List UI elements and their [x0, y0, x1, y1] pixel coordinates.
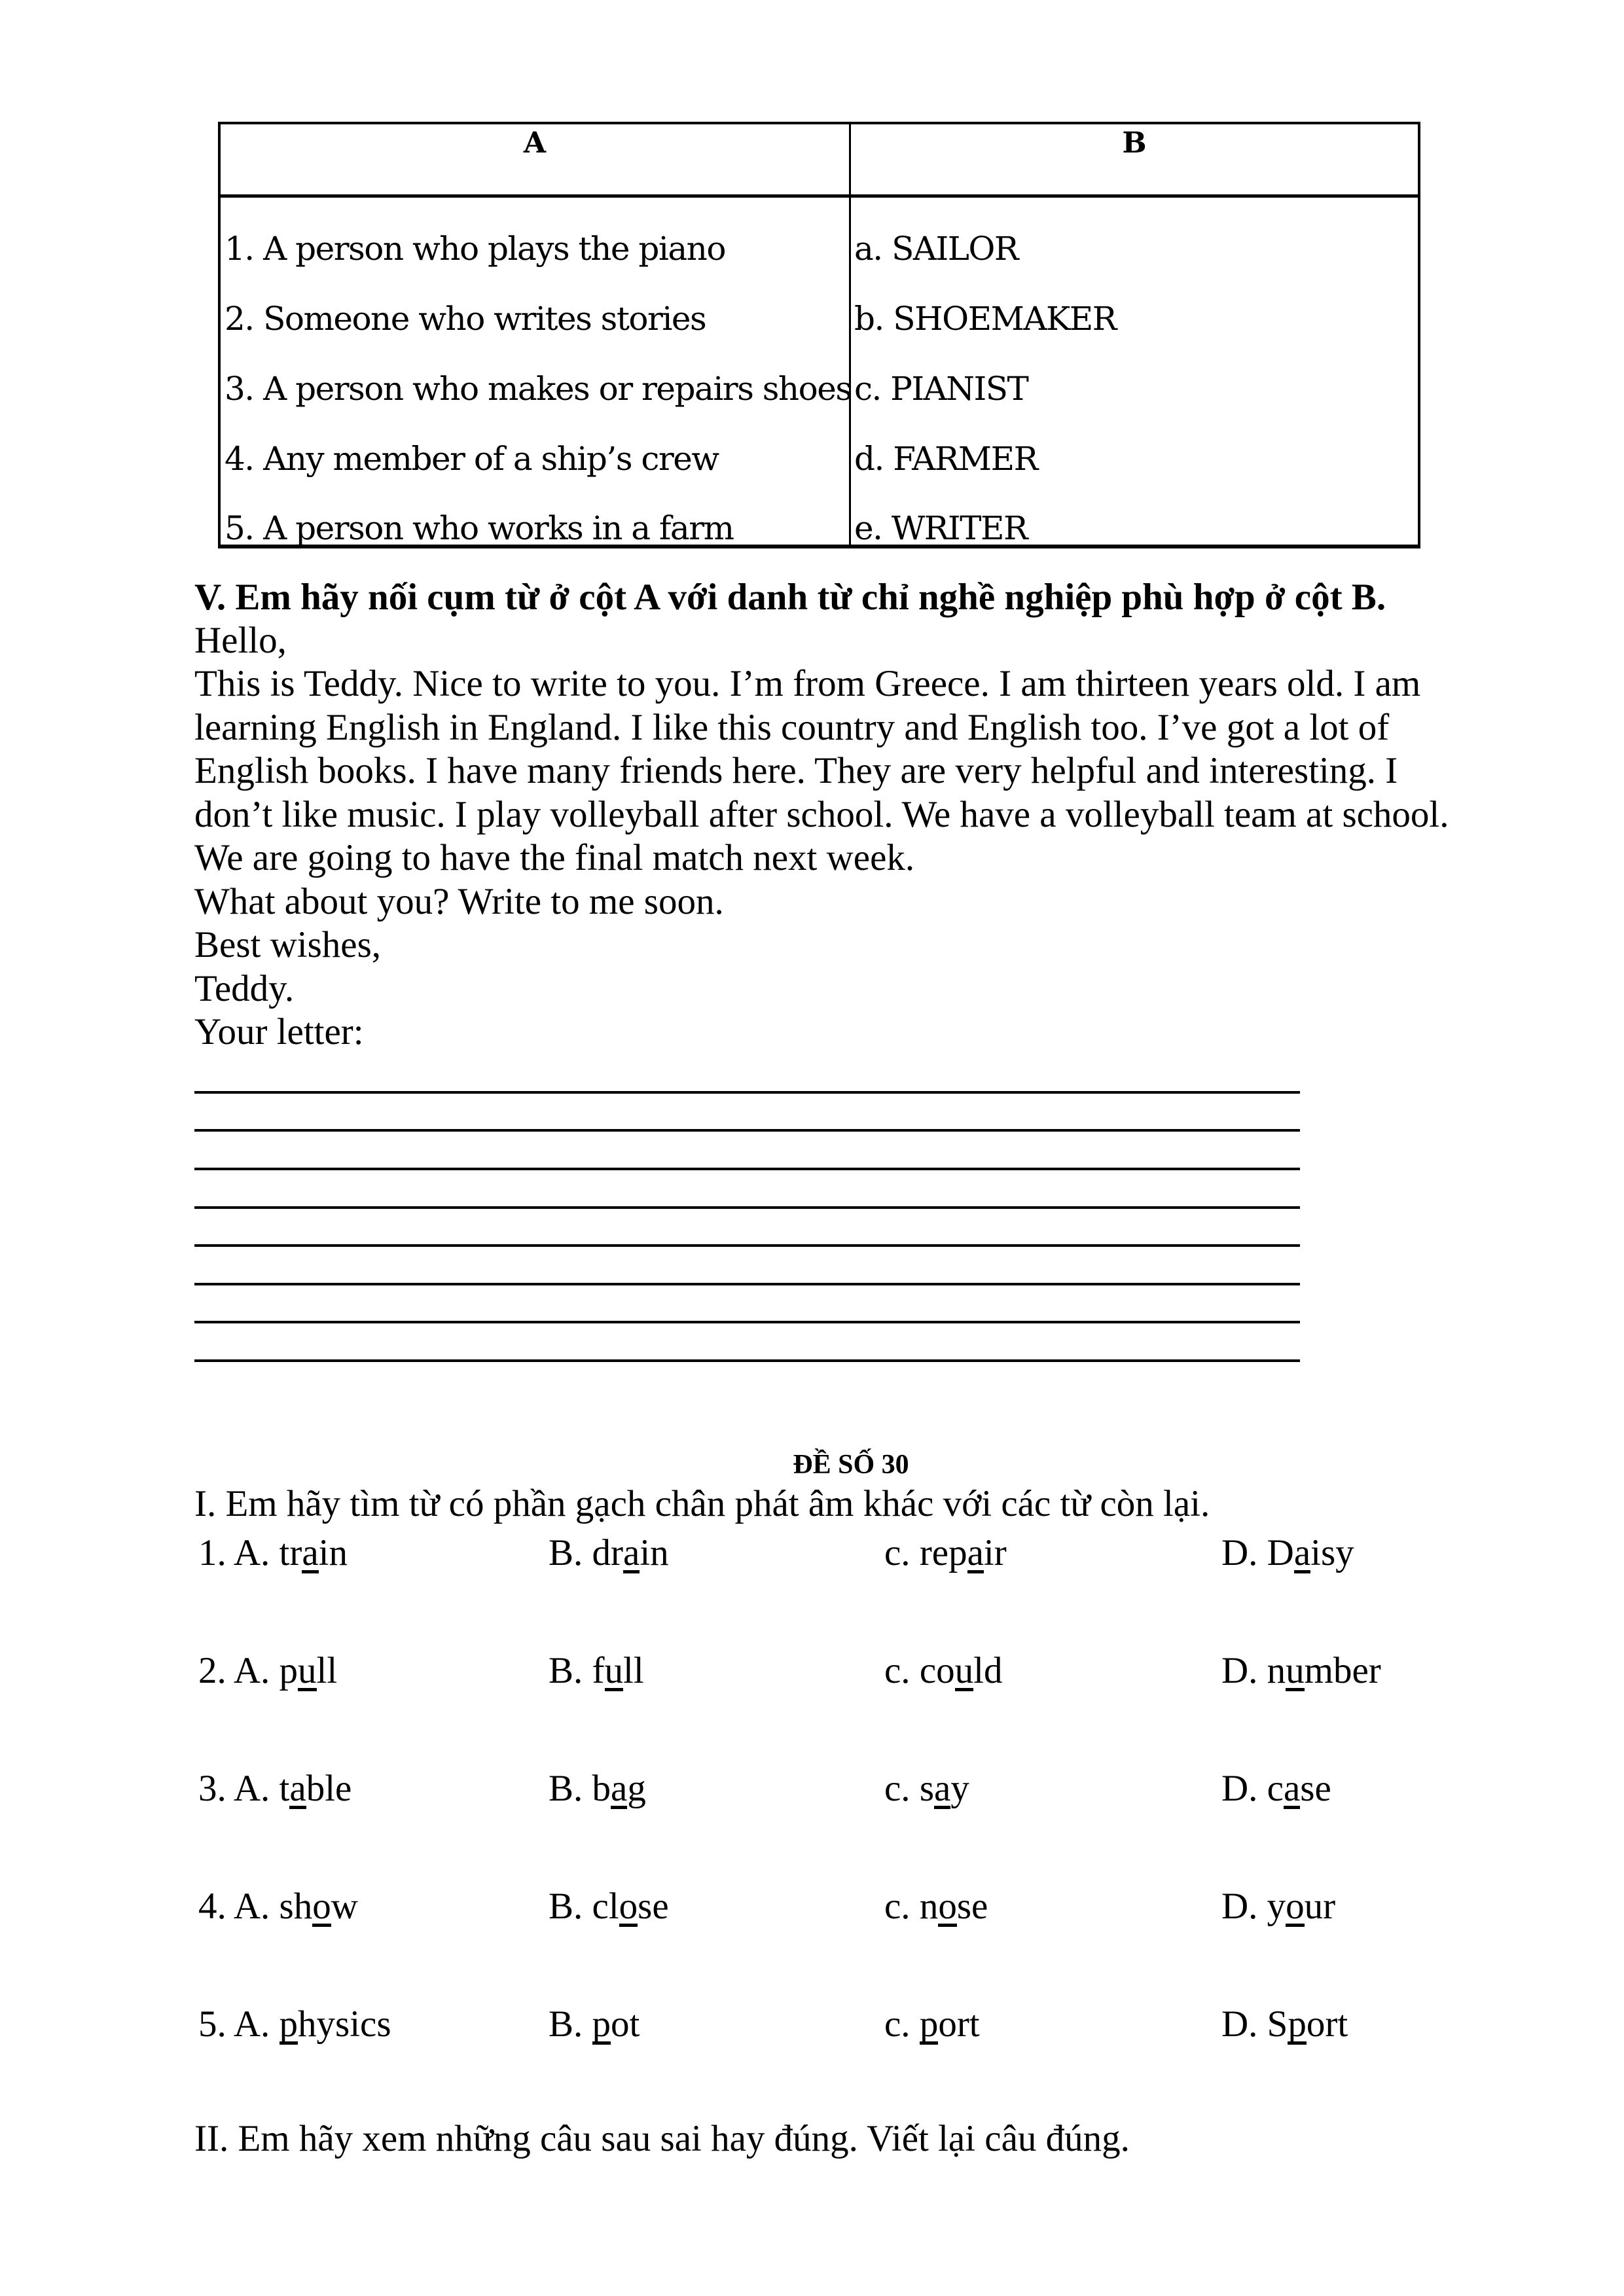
- underlined-letter: o: [1286, 1886, 1305, 1927]
- word-part: ld: [973, 1650, 1003, 1691]
- underlined-letter: u: [604, 1650, 624, 1691]
- word-part: S: [1267, 2003, 1288, 2045]
- question-row: [0, 1767, 1624, 1810]
- option-label: A.: [233, 1532, 270, 1573]
- word-part: se: [956, 1886, 988, 1927]
- word-part: y: [950, 1768, 969, 1809]
- word-part: ur: [1304, 1886, 1336, 1927]
- option-label: D.: [1221, 1650, 1258, 1691]
- matching-table: [218, 122, 1420, 548]
- underlined-letter: p: [592, 2003, 611, 2045]
- answer-writing-line[interactable]: [194, 1206, 1300, 1209]
- word-part: w: [331, 1886, 358, 1927]
- column-b-item: c. PIANIST: [854, 370, 1028, 408]
- option-b[interactable]: [549, 1885, 669, 1928]
- option-label: D.: [1221, 2003, 1258, 2045]
- option-label: B.: [549, 1650, 583, 1691]
- word-part: se: [638, 1886, 669, 1927]
- question-row: [0, 1532, 1624, 1575]
- underlined-letter: u: [298, 1650, 317, 1691]
- column-a-item: 4. Any member of a ship’s crew: [225, 440, 719, 478]
- option-b[interactable]: [549, 1767, 646, 1810]
- your-letter-label: Your letter:: [194, 1011, 364, 1052]
- letter-line: don’t like music. I play volleyball after school. We have a volleyball team at school.: [194, 794, 1449, 835]
- option-label: c.: [884, 2003, 911, 2045]
- word-part: tr: [279, 1532, 302, 1573]
- option-d[interactable]: [1221, 1532, 1354, 1575]
- option-d[interactable]: [1221, 1649, 1381, 1693]
- answer-writing-line[interactable]: [194, 1283, 1300, 1285]
- word-part: hysics: [298, 2003, 391, 2045]
- letter-line: English books. I have many friends here. They are very helpful and interesting. I: [194, 750, 1398, 791]
- underlined-letter: a: [967, 1532, 984, 1573]
- letter-line: Teddy.: [194, 968, 295, 1009]
- option-d[interactable]: [1221, 1767, 1331, 1810]
- word-part: ble: [306, 1768, 352, 1809]
- word-part: D: [1267, 1532, 1294, 1573]
- option-label: A.: [233, 1768, 270, 1809]
- option-label: B.: [549, 1768, 583, 1809]
- word-part: sh: [279, 1886, 313, 1927]
- underlined-letter: a: [623, 1532, 640, 1573]
- option-b[interactable]: [549, 1532, 669, 1575]
- question-number: 3.: [198, 1768, 226, 1809]
- question-row: [0, 1649, 1624, 1693]
- letter-line: Best wishes,: [194, 924, 381, 965]
- letter-line: learning English in England. I like this country and English too. I’ve got a lot of: [194, 707, 1390, 748]
- answer-writing-line[interactable]: [194, 1321, 1300, 1323]
- underlined-letter: o: [312, 1886, 331, 1927]
- option-label: D.: [1221, 1768, 1258, 1809]
- option-c[interactable]: [884, 1885, 988, 1928]
- word-part: p: [279, 1650, 298, 1691]
- word-part: cl: [592, 1886, 619, 1927]
- question-row: [0, 2003, 1624, 2046]
- option-label: B.: [549, 2003, 583, 2045]
- question-row: [0, 1885, 1624, 1928]
- option-label: c.: [884, 1650, 911, 1691]
- option-label: A.: [233, 1886, 270, 1927]
- option-d[interactable]: [1221, 2003, 1348, 2046]
- option-c[interactable]: [884, 1649, 1002, 1693]
- word-part: ort: [1306, 2003, 1348, 2045]
- underlined-letter: a: [302, 1532, 319, 1573]
- word-part: ll: [623, 1650, 644, 1691]
- option-c[interactable]: [884, 1767, 969, 1810]
- option-label: B.: [549, 1886, 583, 1927]
- word-part: ort: [938, 2003, 980, 2045]
- word-part: ir: [983, 1532, 1007, 1573]
- word-part: y: [1267, 1886, 1286, 1927]
- underlined-letter: u: [954, 1650, 974, 1691]
- question-number: 1.: [198, 1532, 226, 1573]
- option-b[interactable]: [549, 2003, 640, 2046]
- question-number: 2.: [198, 1650, 226, 1691]
- word-part: se: [1300, 1768, 1331, 1809]
- column-a-item: 1. A person who plays the piano: [225, 230, 725, 268]
- word-part: n: [1267, 1650, 1286, 1691]
- word-part: b: [592, 1768, 611, 1809]
- underlined-letter: a: [934, 1768, 951, 1809]
- underlined-letter: a: [1283, 1768, 1301, 1809]
- option-label: c.: [884, 1532, 911, 1573]
- option-label: B.: [549, 1532, 583, 1573]
- column-b-item: a. SAILOR: [854, 230, 1019, 268]
- letter-line: What about you? Write to me soon.: [194, 881, 724, 922]
- word-part: mber: [1304, 1650, 1381, 1691]
- option-label: D.: [1221, 1886, 1258, 1927]
- letter-line: Hello,: [194, 620, 287, 661]
- word-part: f: [592, 1650, 605, 1691]
- column-b-item: d. FARMER: [854, 440, 1038, 478]
- answer-writing-line[interactable]: [194, 1359, 1300, 1362]
- underlined-letter: o: [938, 1886, 957, 1927]
- section-v-title: V. Em hãy nối cụm từ ở cột A với danh từ chỉ nghề nghiệp phù hợp ở cột B.: [194, 577, 1386, 618]
- header-divider: [221, 194, 1418, 198]
- letter-line: This is Teddy. Nice to write to you. I’m from Greece. I am thirteen years old. I am: [194, 663, 1421, 704]
- option-d[interactable]: [1221, 1885, 1335, 1928]
- word-part: in: [640, 1532, 669, 1573]
- underlined-letter: p: [1288, 2003, 1307, 2045]
- column-b-item: e. WRITER: [854, 509, 1028, 547]
- word-part: g: [627, 1768, 646, 1809]
- word-part: n: [919, 1886, 939, 1927]
- word-part: rep: [919, 1532, 967, 1573]
- option-label: c.: [884, 1768, 911, 1809]
- letter-line: We are going to have the final match next week.: [194, 837, 915, 878]
- column-b-header: B: [1122, 126, 1147, 160]
- option-a[interactable]: [198, 1532, 348, 1575]
- underlined-letter: a: [289, 1768, 306, 1809]
- word-part: in: [318, 1532, 348, 1573]
- option-c[interactable]: [884, 1532, 1007, 1575]
- column-a-header: A: [523, 126, 547, 160]
- underlined-letter: p: [919, 2003, 939, 2045]
- answer-writing-line[interactable]: [194, 1244, 1300, 1247]
- option-a[interactable]: [198, 1767, 352, 1810]
- question-number: 5.: [198, 2003, 226, 2045]
- column-a-item: 2. Someone who writes stories: [225, 300, 706, 338]
- option-label: c.: [884, 1886, 911, 1927]
- underlined-letter: o: [619, 1886, 638, 1927]
- option-b[interactable]: [549, 1649, 644, 1693]
- word-part: c: [1267, 1768, 1284, 1809]
- section-i-title: I. Em hãy tìm từ có phần gạch chân phát âm khác với các từ còn lại.: [194, 1483, 1210, 1524]
- underlined-letter: a: [611, 1768, 628, 1809]
- column-a-item: 3. A person who makes or repairs shoes: [225, 370, 852, 408]
- underlined-letter: a: [1293, 1532, 1311, 1573]
- answer-writing-line[interactable]: [194, 1091, 1300, 1094]
- option-label: D.: [1221, 1532, 1258, 1573]
- word-part: ll: [316, 1650, 338, 1691]
- answer-writing-line[interactable]: [194, 1129, 1300, 1132]
- option-label: A.: [233, 2003, 270, 2045]
- word-part: dr: [592, 1532, 624, 1573]
- column-b-item: b. SHOEMAKER: [854, 300, 1116, 338]
- word-part: co: [919, 1650, 955, 1691]
- word-part: isy: [1310, 1532, 1354, 1573]
- section-ii-title: II. Em hãy xem những câu sau sai hay đúng. Viết lại câu đúng.: [194, 2118, 1130, 2159]
- word-part: t: [279, 1768, 290, 1809]
- column-a-item: 5. A person who works in a farm: [225, 509, 734, 547]
- option-label: A.: [233, 1650, 270, 1691]
- word-part: ot: [611, 2003, 640, 2045]
- exam-title: ĐỀ SỐ 30: [793, 1450, 909, 1480]
- option-c[interactable]: [884, 2003, 980, 2046]
- underlined-letter: u: [1286, 1650, 1305, 1691]
- word-part: s: [919, 1768, 934, 1809]
- option-a[interactable]: [198, 1885, 358, 1928]
- answer-writing-line[interactable]: [194, 1168, 1300, 1170]
- underlined-letter: p: [279, 2003, 298, 2045]
- question-number: 4.: [198, 1886, 226, 1927]
- option-a[interactable]: [198, 1649, 337, 1693]
- option-a[interactable]: [198, 2003, 391, 2046]
